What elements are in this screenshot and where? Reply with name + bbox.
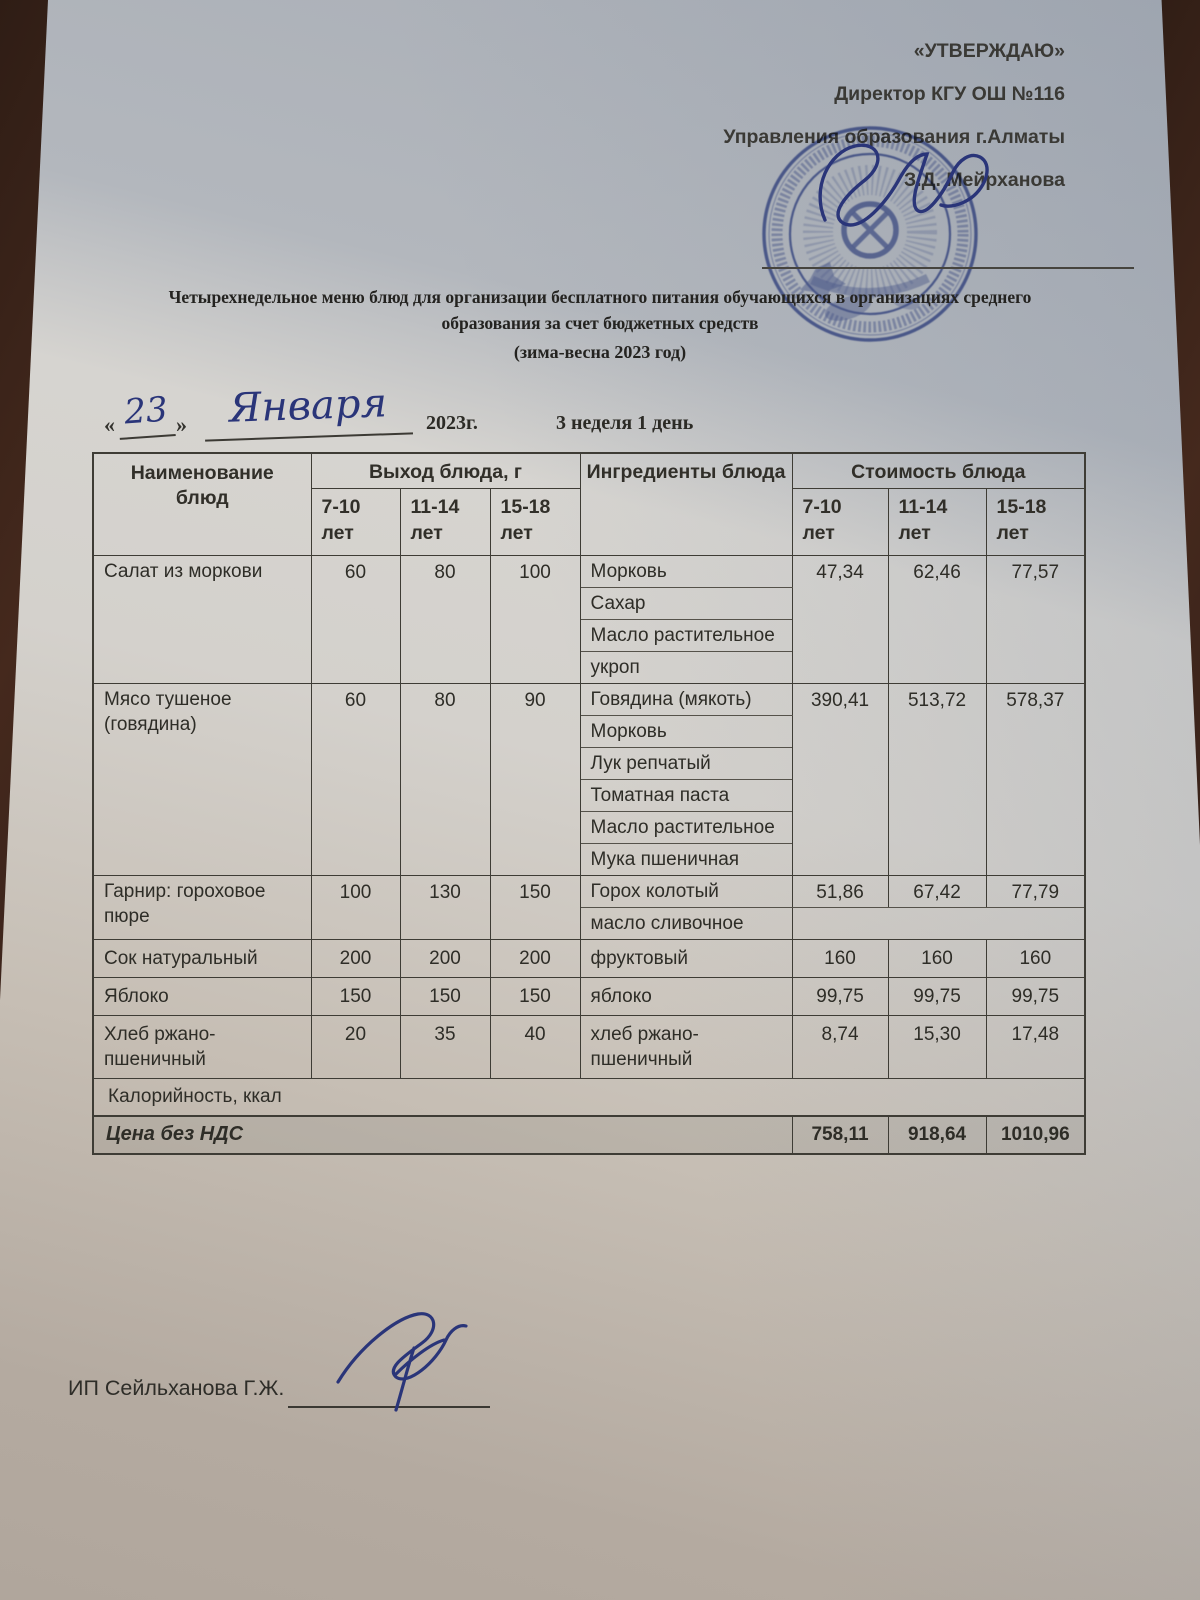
document-title: [100, 284, 1100, 336]
age-group-header: 15-18 лет: [986, 489, 1085, 556]
dish-name: Сок натуральный: [93, 940, 311, 978]
open-quote: «: [104, 412, 115, 437]
weight-value: 80: [400, 556, 490, 684]
title-line-1: Четырехнедельное меню блюд для организации бесплатного питания обучающихся в организациях среднего: [168, 287, 1032, 307]
price-value: 160: [986, 940, 1085, 978]
weight-value: 150: [490, 978, 580, 1016]
price-value: 8,74: [792, 1016, 888, 1079]
supplier-signature: [310, 1298, 480, 1416]
col-header-dish-name: Наименование блюд: [93, 453, 311, 556]
title-line-2: образования за счет бюджетных средств: [441, 313, 759, 333]
document-subtitle: (зима-весна 2023 год): [513, 342, 687, 362]
price-value: 99,75: [986, 978, 1085, 1016]
weight-value: 90: [490, 684, 580, 876]
weight-value: 150: [311, 978, 400, 1016]
ingredient-item: Томатная паста: [580, 780, 792, 812]
dish-name: Яблоко: [93, 978, 311, 1016]
handwritten-day: 23: [116, 384, 175, 440]
price-value: 160: [792, 940, 888, 978]
empty-price-cell: [792, 908, 1085, 940]
col-header-cost: Стоимость блюда: [792, 453, 1085, 489]
ingredient-item: фруктовый: [580, 940, 792, 978]
total-row: [93, 1116, 1085, 1154]
weight-value: 35: [400, 1016, 490, 1079]
price-value: 51,86: [792, 876, 888, 908]
col-header-output: Выход блюда, г: [311, 453, 580, 489]
price-value: 62,46: [888, 556, 986, 684]
total-value: 918,64: [888, 1116, 986, 1154]
approval-stamp-word: «УТВЕРЖДАЮ»: [913, 40, 1065, 62]
director-signature-line: [762, 267, 1134, 269]
price-value: 390,41: [792, 684, 888, 876]
weight-value: 200: [311, 940, 400, 978]
weight-value: 40: [490, 1016, 580, 1079]
ingredient-item: Масло растительное: [580, 620, 792, 652]
price-value: 160: [888, 940, 986, 978]
dish-name: Салат из моркови: [93, 556, 311, 684]
weight-value: 60: [311, 684, 400, 876]
price-value: 99,75: [792, 978, 888, 1016]
price-value: 513,72: [888, 684, 986, 876]
weight-value: 200: [490, 940, 580, 978]
col-header-ingredients: Ингредиенты блюда: [580, 453, 792, 556]
total-value: 1010,96: [986, 1116, 1085, 1154]
handwritten-month: Января: [203, 372, 413, 441]
table-row: [93, 556, 1085, 588]
supplier-name-label: ИП Сейльханова Г.Ж.: [68, 1376, 285, 1400]
table-row: [93, 940, 1085, 978]
close-quote: »: [176, 412, 187, 437]
ingredient-item: хлеб ржано-пшеничный: [580, 1016, 792, 1079]
ingredient-item: Мука пшеничная: [580, 844, 792, 876]
weight-value: 150: [400, 978, 490, 1016]
week-day-label: 3 неделя 1 день: [556, 412, 694, 434]
price-value: 67,42: [888, 876, 986, 908]
ingredient-item: Лук репчатый: [580, 748, 792, 780]
weight-value: 80: [400, 684, 490, 876]
weight-value: 20: [311, 1016, 400, 1079]
ingredient-item: Горох колотый: [580, 876, 792, 908]
table-row: [93, 978, 1085, 1016]
total-label: Цена без НДС: [93, 1116, 792, 1154]
calories-row: [93, 1079, 1085, 1117]
approval-director-title: Директор КГУ ОШ №116: [834, 83, 1065, 105]
age-group-header: 7-10 лет: [792, 489, 888, 556]
table-surface-left: [0, 0, 60, 1000]
weight-value: 100: [490, 556, 580, 684]
age-group-header: 11-14 лет: [888, 489, 986, 556]
weight-value: 100: [311, 876, 400, 940]
price-value: 47,34: [792, 556, 888, 684]
ingredient-item: масло сливочное: [580, 908, 792, 940]
ingredient-item: Сахар: [580, 588, 792, 620]
calories-label: Калорийность, ккал: [93, 1079, 1085, 1117]
age-group-header: 15-18 лет: [490, 489, 580, 556]
age-group-header: 7-10 лет: [311, 489, 400, 556]
table-surface-right: [1138, 0, 1200, 845]
ingredient-item: Говядина (мякоть): [580, 684, 792, 716]
price-value: 77,57: [986, 556, 1085, 684]
price-value: 15,30: [888, 1016, 986, 1079]
year-label: 2023г.: [426, 412, 478, 434]
table-header-row: [93, 453, 1085, 489]
ingredient-item: яблоко: [580, 978, 792, 1016]
table-row: [93, 1016, 1085, 1079]
ingredient-item: Масло растительное: [580, 812, 792, 844]
weight-value: 130: [400, 876, 490, 940]
total-value: 758,11: [792, 1116, 888, 1154]
table-row: [93, 876, 1085, 908]
price-value: 17,48: [986, 1016, 1085, 1079]
age-group-header: 11-14 лет: [400, 489, 490, 556]
director-signature: [795, 128, 1045, 253]
price-value: 578,37: [986, 684, 1085, 876]
menu-table: [92, 452, 1086, 1155]
ingredient-item: укроп: [580, 652, 792, 684]
dish-name: Гарнир: гороховое пюре: [93, 876, 311, 940]
date-line: [104, 380, 1104, 446]
weight-value: 60: [311, 556, 400, 684]
ingredient-item: Морковь: [580, 716, 792, 748]
approval-director-name: З.Д. Мейрханова: [903, 169, 1065, 191]
table-row: [93, 684, 1085, 716]
dish-name: Мясо тушеное (говядина): [93, 684, 311, 876]
ingredient-item: Морковь: [580, 556, 792, 588]
weight-value: 150: [490, 876, 580, 940]
price-value: 77,79: [986, 876, 1085, 908]
approval-department: Управления образования г.Алматы: [723, 126, 1065, 148]
weight-value: 200: [400, 940, 490, 978]
price-value: 99,75: [888, 978, 986, 1016]
dish-name: Хлеб ржано-пшеничный: [93, 1016, 311, 1079]
